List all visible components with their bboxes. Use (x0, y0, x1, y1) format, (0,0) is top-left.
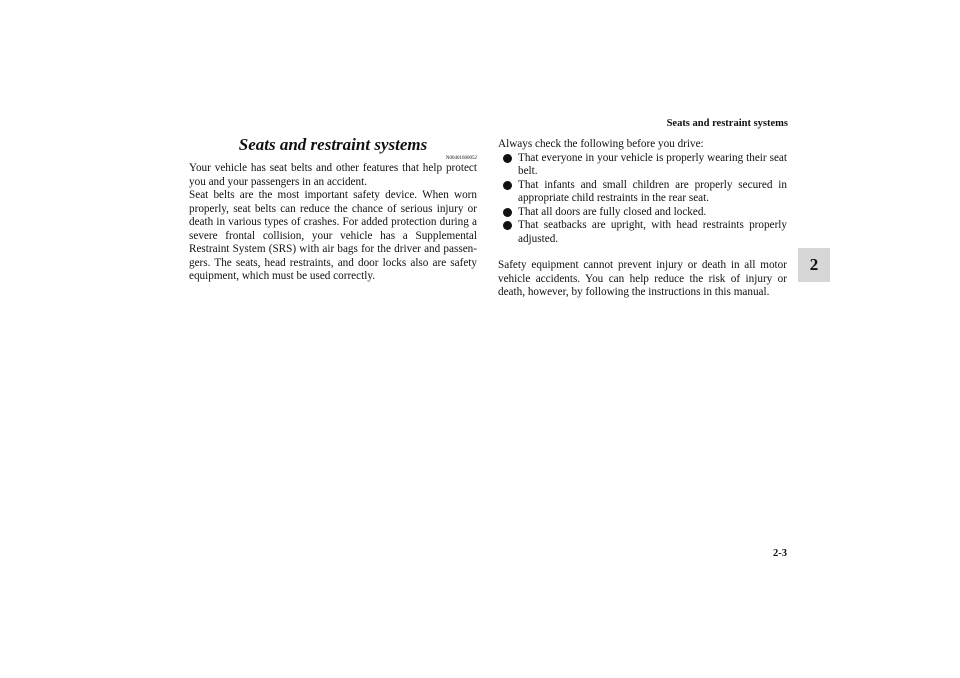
checklist-item (498, 152, 787, 179)
checklist-item (498, 179, 787, 206)
chapter-tab: 2 (798, 248, 830, 282)
checklist (498, 152, 787, 247)
checklist-item (498, 219, 787, 246)
section-title: Seats and restraint systems (238, 135, 428, 154)
bullet-icon (503, 154, 512, 163)
seat-belt-paragraph: Seat belts are the most important safety device. When worn properly, seat belts can reduce the chance of serious injury or death in various types of crashes. For added protection during a severe frontal collision, your vehicle has a Supplemental Restraint System (SRS) with air bags for the driver and passen-gers. The seats, head restraints, and door locks also are safety equipment, which must be used correctly. (189, 189, 477, 282)
checklist-item (498, 206, 787, 220)
document-code: N00401600052 (445, 156, 477, 161)
bullet-icon (503, 181, 512, 190)
left-column (189, 133, 477, 284)
bullet-icon (503, 221, 512, 230)
closing-paragraph: Safety equipment cannot prevent injury or death in all motor vehicle accidents. You can help reduce the risk of injury or death, however, by following the instructions in this manual. (498, 259, 787, 298)
running-header: Seats and restraint systems (666, 118, 788, 129)
intro-paragraph: Your vehicle has seat belts and other features that help protect you and your passengers in an accident. (189, 162, 477, 188)
checklist-item-text: That seatbacks are upright, with head restraints properly adjusted. (518, 219, 787, 245)
right-column (498, 138, 787, 300)
checklist-intro: Always check the following before you drive: (498, 138, 704, 150)
checklist-item-text: That infants and small children are properly secured in appropriate child restraints in the rear seat. (518, 178, 787, 204)
paragraph-spacer (498, 246, 787, 259)
bullet-icon (503, 208, 512, 217)
checklist-item-text: That everyone in your vehicle is properly wearing their seat belt. (518, 151, 787, 177)
checklist-item-text: That all doors are fully closed and locked. (518, 205, 707, 218)
page-number: 2-3 (773, 548, 787, 559)
